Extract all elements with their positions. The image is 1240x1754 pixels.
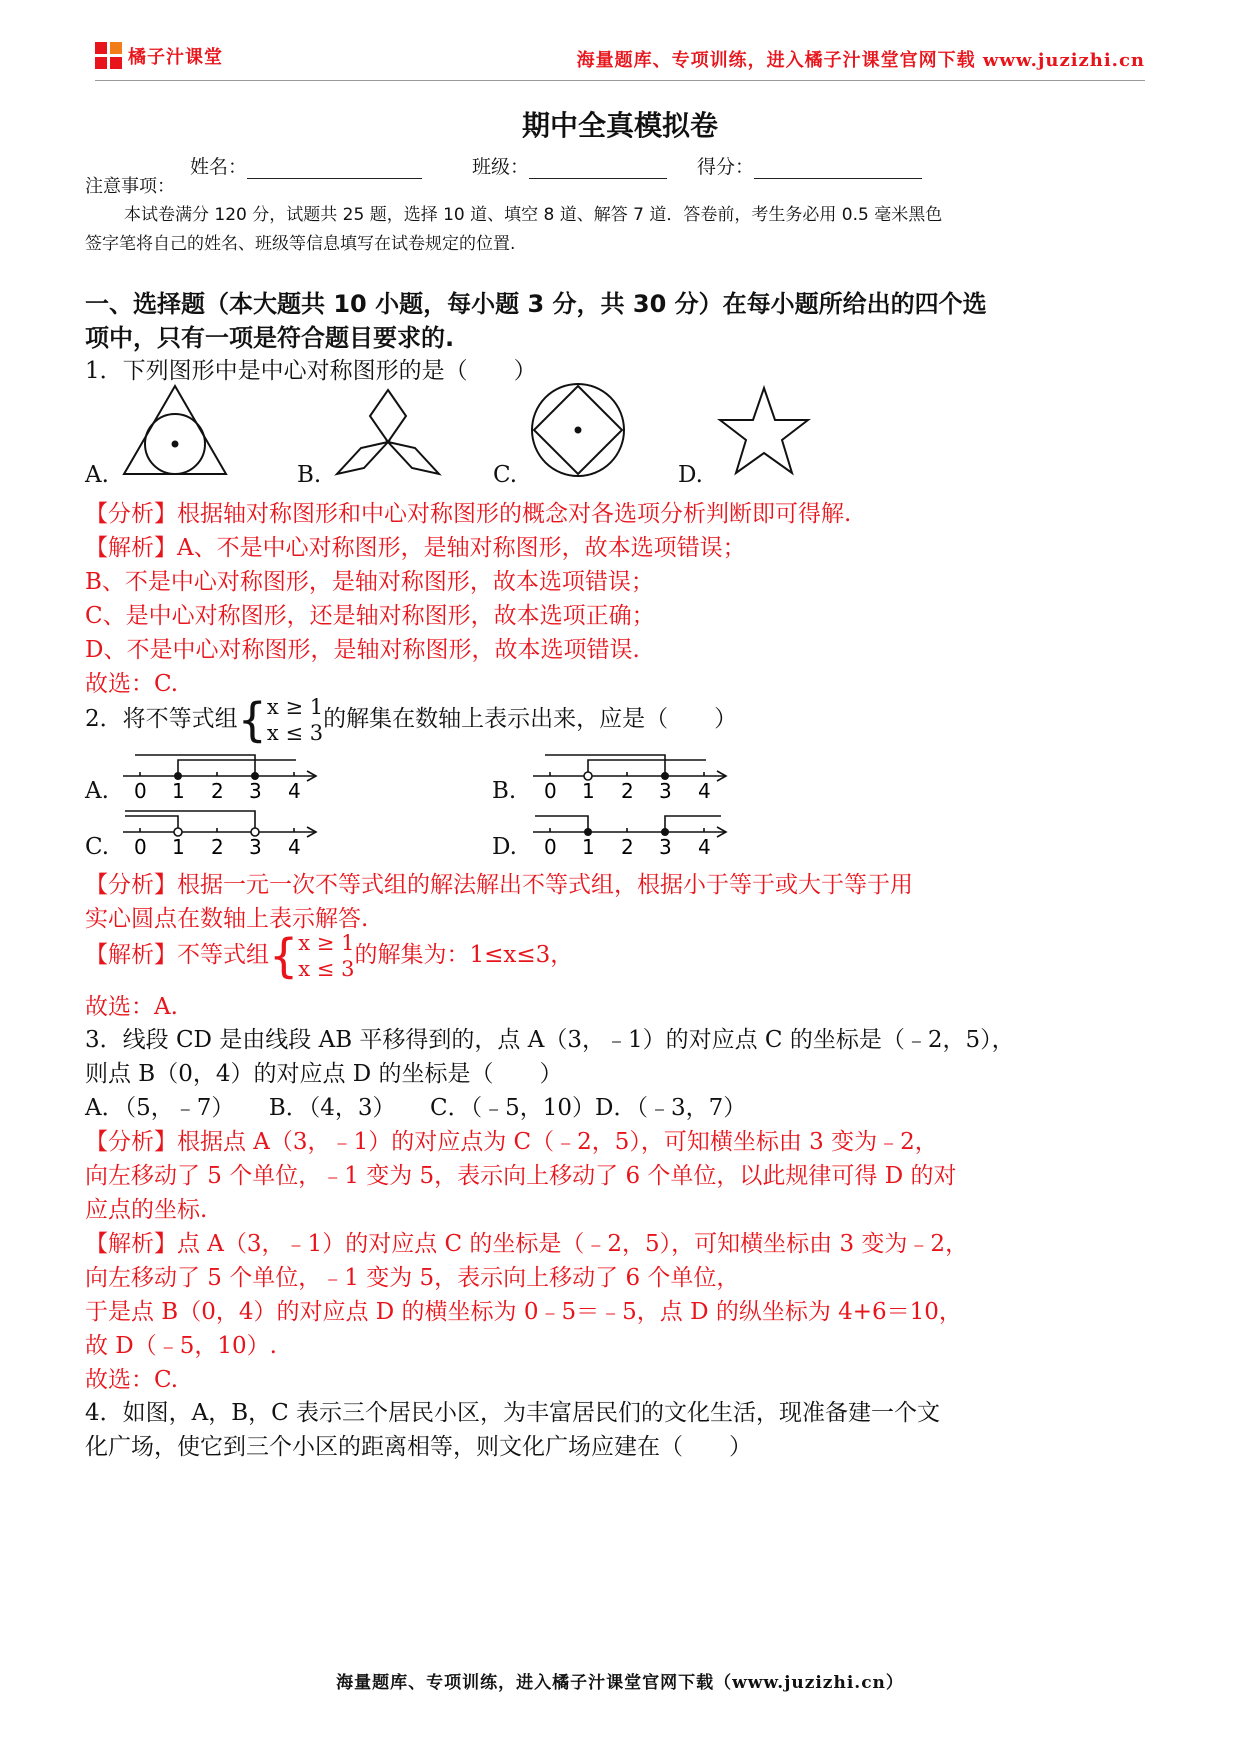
q2-numberline-c <box>115 808 335 860</box>
q1-solution-2: B、不是中心对称图形，是轴对称图形，故本选项错误； <box>85 569 654 595</box>
q2-stem <box>85 694 737 746</box>
logo-text: 橘子汁课堂 <box>128 46 223 68</box>
tick-label: 3 <box>249 835 262 859</box>
tick-label: 2 <box>211 779 224 803</box>
q2-solution-system-line-2: x ≤ 3 <box>298 957 355 981</box>
q2-solution <box>85 930 573 982</box>
q2-solution-pre: 【解析】不等式组 <box>85 942 269 968</box>
header-promo: 海量题库、专项训练，进入橘子汁课堂官网下载 www.juzizhi.cn <box>576 50 1145 71</box>
q2-solution-system-line-1: x ≥ 1 <box>298 931 355 955</box>
q2-stem-pre: 2．将不等式组 <box>85 706 238 732</box>
tick-label: 4 <box>288 779 301 803</box>
q1-stem: 1．下列图形中是中心对称图形的是（ ） <box>85 358 537 384</box>
q2-system-line-2: x ≤ 3 <box>266 721 324 745</box>
q1-figure-d <box>720 388 808 473</box>
tick-label: 3 <box>659 835 672 859</box>
q1-option-a-label: A. <box>85 462 109 488</box>
header-divider <box>95 80 1145 81</box>
score-label: 得分： <box>697 156 755 178</box>
q2-system: {x ≥ 1 x ≤ 3 <box>237 693 324 747</box>
tick-label: 2 <box>211 835 224 859</box>
tick-label: 1 <box>172 835 185 859</box>
q3-analysis-3: 应点的坐标. <box>85 1197 208 1223</box>
tick-label: 4 <box>288 835 301 859</box>
q4-stem-1: 4．如图，A，B，C 表示三个居民小区，为丰富居民们的文化生活，现准备建一个文 <box>85 1400 941 1426</box>
tick-label: 4 <box>698 835 711 859</box>
logo <box>95 42 223 69</box>
q1-figures <box>115 378 835 483</box>
q2-system-line-1: x ≥ 1 <box>266 695 324 719</box>
q3-solution-3: 于是点 B（0，4）的对应点 D 的横坐标为 0﹣5＝﹣5，点 D 的纵坐标为 4+6＝10， <box>85 1299 962 1325</box>
q1-figure-b <box>337 390 439 474</box>
q3-stem-2: 则点 B（0，4）的对应点 D 的坐标是（ ） <box>85 1061 563 1087</box>
q3-options: A．（5，﹣7） B．（4，3） C．（﹣5，10）D．（﹣3，7） <box>85 1095 747 1121</box>
q2-numberline-a <box>115 752 335 804</box>
q1-option-b-label: B. <box>297 462 322 488</box>
tick-label: 1 <box>582 835 595 859</box>
q1-solution-4: D、不是中心对称图形，是轴对称图形，故本选项错误. <box>85 637 640 663</box>
section-heading-line-1: 一、选择题（本大题共 10 小题，每小题 3 分，共 30 分）在每小题所给出的四个选 <box>85 290 987 318</box>
q2-numberline-d <box>525 808 745 860</box>
q3-analysis-2: 向左移动了 5 个单位，﹣1 变为 5，表示向上移动了 6 个单位，以此规律可得 D 的对 <box>85 1163 957 1189</box>
q1-solution-1: 【解析】A、不是中心对称图形，是轴对称图形，故本选项错误； <box>85 535 746 561</box>
q3-analysis-1: 【分析】根据点 A（3，﹣1）的对应点为 C（﹣2，5），可知横坐标由 3 变为﹣2， <box>85 1129 938 1155</box>
logo-icon <box>95 42 122 69</box>
q3-answer: 故选：C. <box>85 1367 179 1393</box>
tick-label: 0 <box>544 779 557 803</box>
footer: 海量题库、专项训练，进入橘子汁课堂官网下载（www.juzizhi.cn） <box>336 1673 904 1693</box>
q1-solution-3: C、是中心对称图形，还是轴对称图形，故本选项正确； <box>85 603 655 629</box>
q3-solution-4: 故 D（﹣5，10）. <box>85 1333 277 1359</box>
page-title: 期中全真模拟卷 <box>521 109 718 142</box>
section-heading-line-2: 项中，只有一项是符合题目要求的. <box>85 324 455 352</box>
tick-label: 2 <box>621 779 634 803</box>
tick-label: 0 <box>134 835 147 859</box>
q1-option-d-label: D. <box>678 462 703 488</box>
tick-label: 1 <box>172 779 185 803</box>
tick-label: 2 <box>621 835 634 859</box>
notice-line-1: 本试卷满分 120 分，试题共 25 题，选择 10 道、填空 8 道、解答 7 道．答卷前，考生务必用 0.5 毫米黑色 <box>124 205 943 225</box>
q2-numberline-b <box>525 752 745 804</box>
notice-heading: 注意事项： <box>85 176 175 197</box>
q3-solution-2: 向左移动了 5 个单位，﹣1 变为 5，表示向上移动了 6 个单位， <box>85 1265 740 1291</box>
class-label: 班级： <box>472 156 530 178</box>
tick-label: 3 <box>249 779 262 803</box>
q2-solution-post: 的解集为：1≤x≤3， <box>354 942 574 968</box>
q2-option-c-label: C. <box>85 834 110 860</box>
q1-option-c-label: C. <box>493 462 518 488</box>
class-field[interactable] <box>472 152 667 179</box>
tick-label: 1 <box>582 779 595 803</box>
tick-label: 0 <box>544 835 557 859</box>
q1-analysis: 【分析】根据轴对称图形和中心对称图形的概念对各选项分析判断即可得解. <box>85 501 852 527</box>
score-field[interactable] <box>697 152 922 179</box>
q1-figure-a <box>124 386 226 474</box>
q2-solution-system: {x ≥ 1 x ≤ 3 <box>269 929 355 983</box>
q2-option-a-label: A. <box>85 778 109 804</box>
tick-label: 3 <box>659 779 672 803</box>
tick-label: 0 <box>134 779 147 803</box>
tick-label: 4 <box>698 779 711 803</box>
q3-solution-1: 【解析】点 A（3，﹣1）的对应点 C 的坐标是（﹣2，5），可知横坐标由 3 变为﹣2， <box>85 1231 969 1257</box>
notice-line-2: 签字笔将自己的姓名、班级等信息填写在试卷规定的位置. <box>85 234 516 254</box>
q2-stem-post: 的解集在数轴上表示出来，应是（ ） <box>323 706 738 732</box>
q1-answer: 故选：C. <box>85 671 179 697</box>
q4-stem-2: 化广场，使它到三个小区的距离相等，则文化广场应建在（ ） <box>85 1434 752 1460</box>
name-label: 姓名： <box>190 156 248 178</box>
q2-analysis-1: 【分析】根据一元一次不等式组的解法解出不等式组，根据小于等于或大于等于用 <box>85 872 913 898</box>
q3-stem-1: 3．线段 CD 是由线段 AB 平移得到的，点 A（3，﹣1）的对应点 C 的坐标是（﹣2，5）， <box>85 1027 1015 1053</box>
q1-figure-c <box>532 384 624 476</box>
q2-answer: 故选：A. <box>85 994 178 1020</box>
name-field[interactable] <box>190 152 422 179</box>
q2-option-b-label: B. <box>492 778 517 804</box>
q2-analysis-2: 实心圆点在数轴上表示解答. <box>85 906 369 932</box>
q2-option-d-label: D. <box>492 834 517 860</box>
